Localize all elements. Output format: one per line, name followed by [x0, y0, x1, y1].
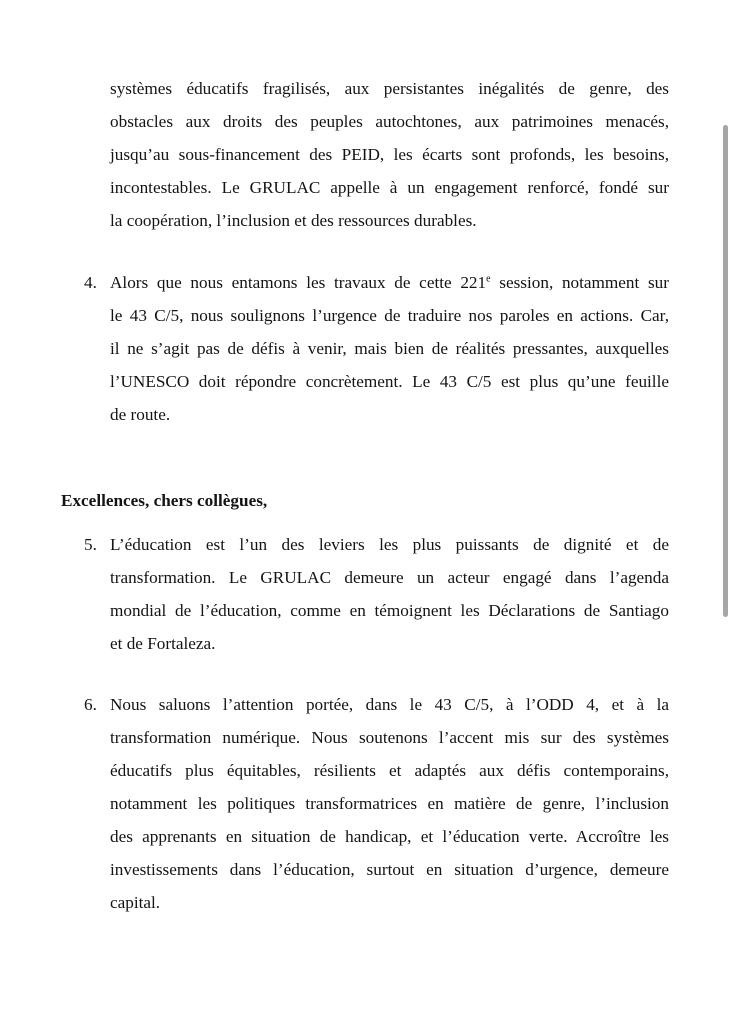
list-number-5: 5.: [84, 535, 97, 554]
list-number-6: 6.: [84, 695, 97, 714]
paragraph-continued: [110, 72, 669, 237]
text-line: des apprenants en situation de handicap, et l’éducation verte. Accroître les: [110, 827, 669, 846]
text-line: le 43 C/5, nous soulignons l’urgence de traduire nos paroles en actions. Car,: [110, 306, 669, 325]
text-line: capital.: [110, 893, 161, 912]
paragraph-5: [110, 528, 669, 660]
text-line: l’UNESCO doit répondre concrètement. Le 43 C/5 est plus qu’une feuille: [110, 372, 669, 391]
text-line: et de Fortaleza.: [110, 634, 216, 653]
text-line: transformation numérique. Nous soutenons l’accent mis sur des systèmes: [110, 728, 669, 747]
text-line: éducatifs plus équitables, résilients et adaptés aux défis contemporains,: [110, 761, 669, 780]
text-line: obstacles aux droits des peuples autochtones, aux patrimoines menacés,: [110, 112, 669, 131]
text-line: systèmes éducatifs fragilisés, aux persistantes inégalités de genre, des: [110, 79, 669, 98]
superscript: e: [486, 273, 491, 285]
list-number-4: 4.: [84, 273, 97, 292]
text-line: [110, 266, 669, 299]
text-line: incontestables. Le GRULAC appelle à un engagement renforcé, fondé sur: [110, 178, 669, 197]
text-line: investissements dans l’éducation, surtout en situation d’urgence, demeure: [110, 860, 669, 879]
text-line: de route.: [110, 405, 171, 424]
text-line: il ne s’agit pas de défis à venir, mais bien de réalités pressantes, auxquelles: [110, 339, 669, 358]
text-line: la coopération, l’inclusion et des ressources durables.: [110, 211, 477, 230]
paragraph-4: [110, 266, 669, 431]
text-line: mondial de l’éducation, comme en témoignent les Déclarations de Santiago: [110, 601, 669, 620]
text-line: L’éducation est l’un des leviers les plus puissants de dignité et de: [110, 535, 669, 554]
text-segment: Alors que nous entamons les travaux de cette 221: [110, 273, 487, 292]
text-line: Nous saluons l’attention portée, dans le 43 C/5, à l’ODD 4, et à la: [110, 695, 669, 714]
text-line: transformation. Le GRULAC demeure un acteur engagé dans l’agenda: [110, 568, 669, 587]
text-line: jusqu’au sous-financement des PEID, les écarts sont profonds, les besoins,: [110, 145, 669, 164]
vertical-scrollbar[interactable]: [723, 125, 728, 617]
text-line: notamment les politiques transformatrices en matière de genre, l’inclusion: [110, 794, 669, 813]
paragraph-6: [110, 688, 669, 919]
text-segment: session, notamment sur: [490, 273, 670, 292]
section-heading: Excellences, chers collègues,: [61, 491, 268, 510]
